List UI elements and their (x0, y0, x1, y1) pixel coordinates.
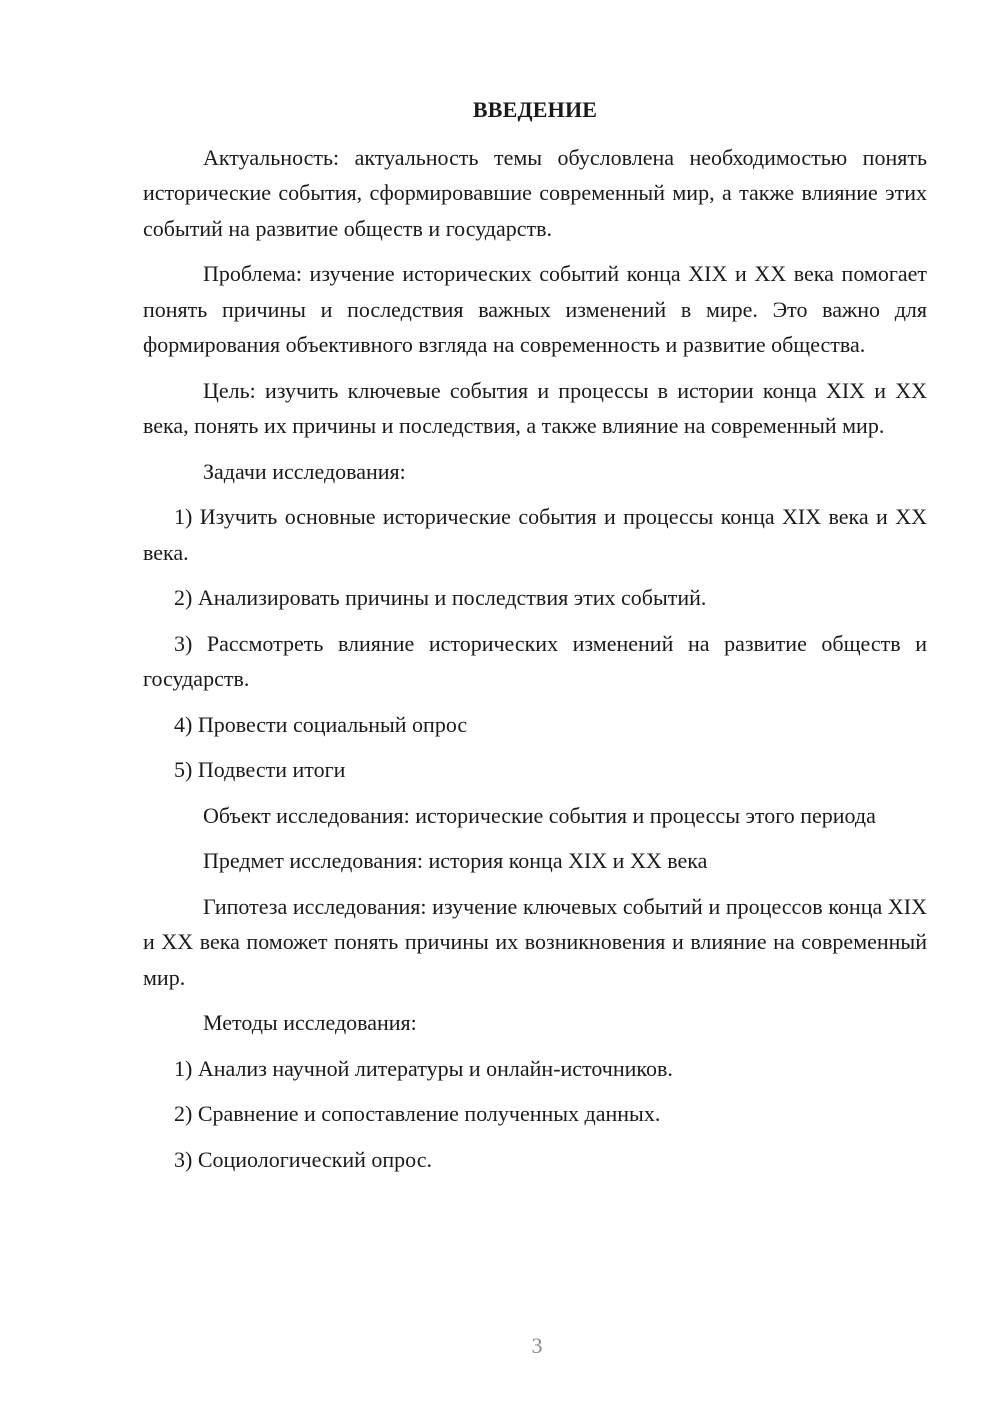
method-item-3: 3) Социологический опрос. (174, 1146, 432, 1172)
methods-title: Методы исследования: (203, 1010, 417, 1035)
relevance-paragraph: Актуальность: актуальность темы обусловлена необходимостью понять исторические события, сформировавшие современный мир, а также влияние этих событий на развитие обществ и государств. (143, 144, 927, 241)
hypothesis-paragraph: Гипотеза исследования: изучение ключевых событий и процессов конца XIX и XX века поможет понять причины их возникновения и влияние на современный мир. (143, 893, 927, 990)
subject-paragraph: Предмет исследования: история конца XIX и XX века (203, 848, 708, 873)
task-item-1: 1) Изучить основные исторические события и процессы конца XIX века и XX века. (143, 504, 927, 565)
task-item-4: 4) Провести социальный опрос (174, 711, 468, 737)
method-item-2: 2) Сравнение и сопоставление полученных данных. (174, 1101, 661, 1126)
task-item-2: 2) Анализировать причины и последствия этих событий. (174, 585, 707, 610)
page-number: 3 (531, 1333, 543, 1358)
goal-paragraph: Цель: изучить ключевые события и процессы в истории конца XIX и XX века, понять их причины и последствия, а также влияние на современный мир. (143, 377, 927, 438)
document-page (143, 92, 927, 1187)
task-item-5: 5) Подвести итоги (174, 757, 346, 782)
tasks-title: Задачи исследования: (203, 458, 406, 484)
task-item-3: 3) Рассмотреть влияние исторических изменений на развитие обществ и государств. (143, 630, 927, 691)
method-item-1: 1) Анализ научной литературы и онлайн-источников. (174, 1055, 673, 1081)
object-paragraph: Объект исследования: исторические события и процессы этого периода (203, 802, 876, 828)
section-heading: ВВЕДЕНИЕ (472, 97, 598, 122)
problem-paragraph: Проблема: изучение исторических событий конца XIX и XX века помогает понять причины и последствия важных изменений в мире. Это важно для формирования объективного взгляда на современность и развитие общества. (143, 261, 927, 357)
